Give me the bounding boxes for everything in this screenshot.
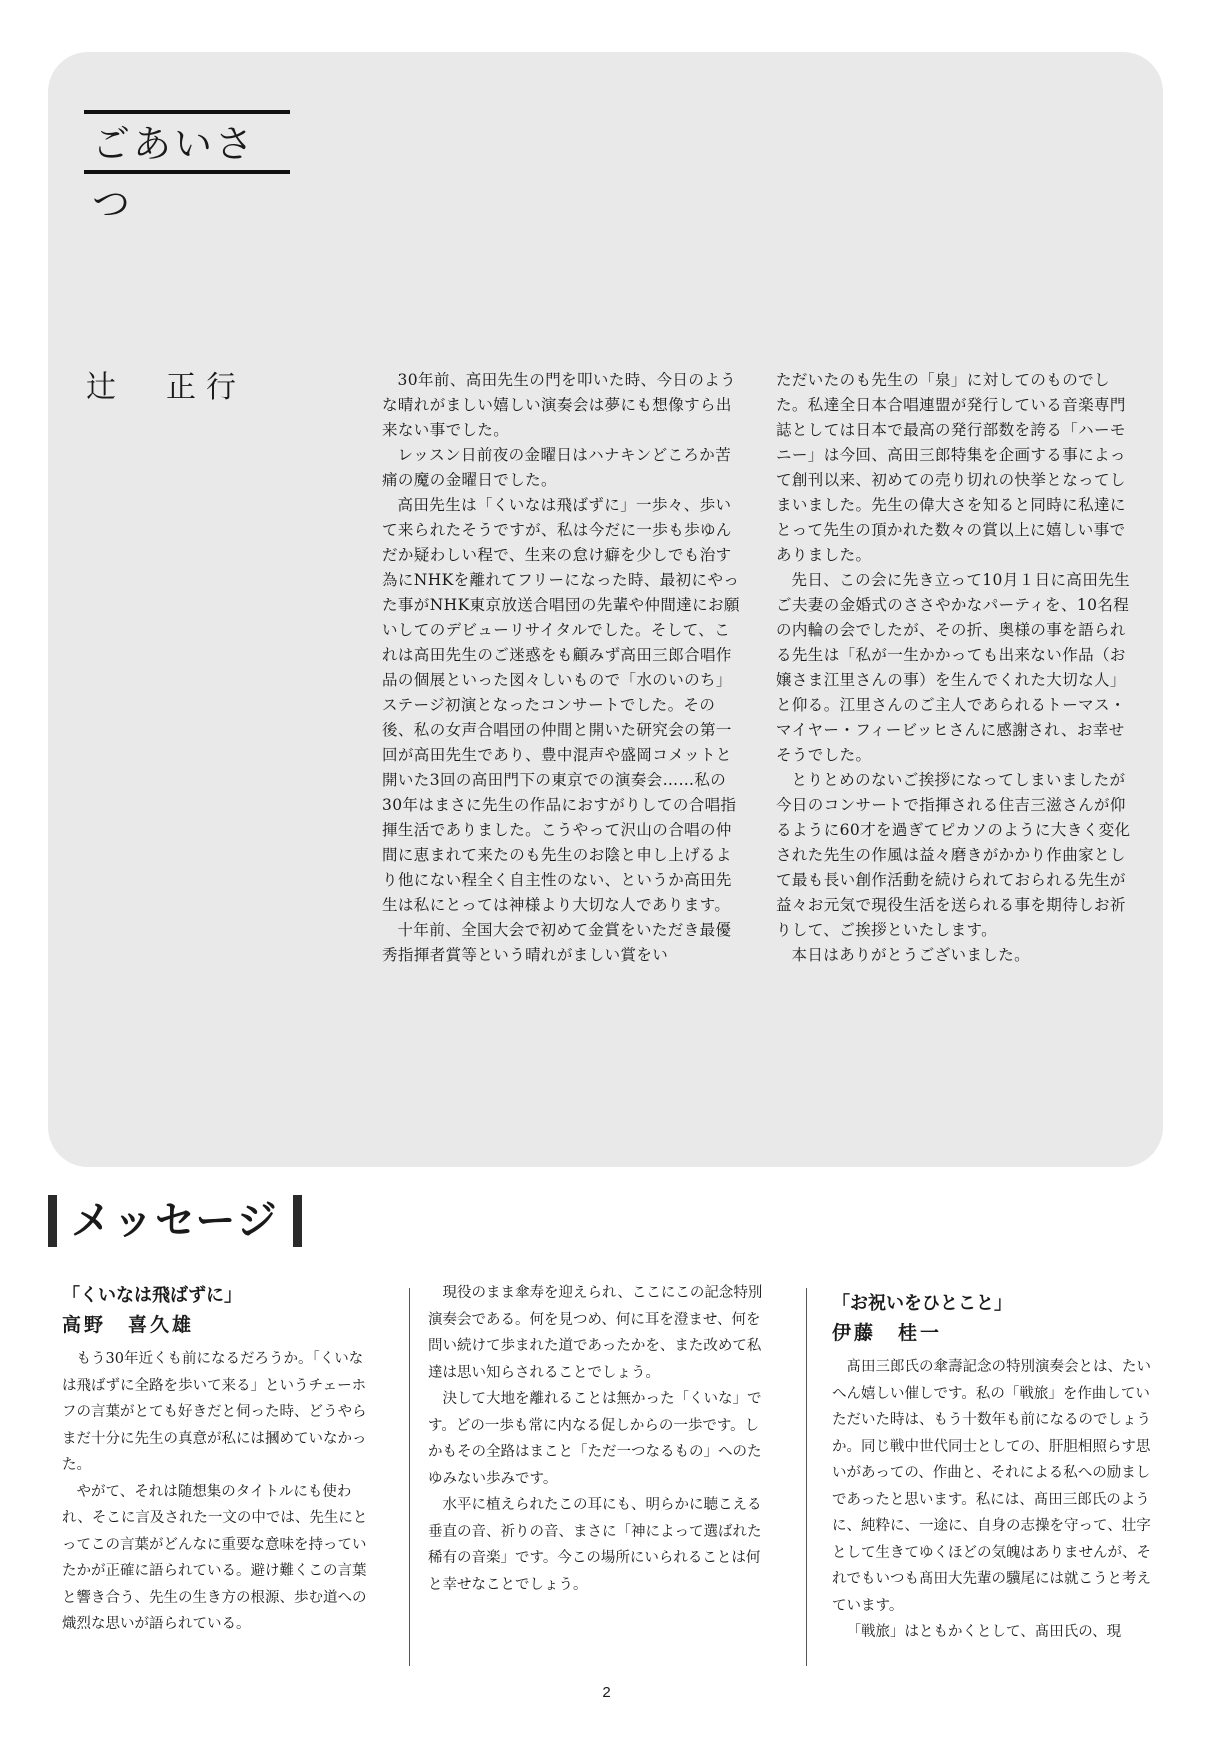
message-column-1: [62, 1282, 374, 1638]
message-column-3: [832, 1290, 1162, 1646]
column-divider: [806, 1288, 807, 1666]
page-number: 2: [602, 1684, 611, 1701]
paragraph: 十年前、全国大会で初めて金賞をいただき最優秀指揮者賞等という晴れがましい賞をい: [382, 921, 732, 964]
greeting-author: 辻 正行: [86, 370, 246, 405]
paragraph: レッスン日前夜の金曜日はハナキンどころか苦痛の魔の金曜日でした。: [382, 446, 732, 489]
paragraph: 30年前、高田先生の門を叩いた時、今日のような晴れがましい嬉しい演奏会は夢にも想像すら出来ない事でした。: [382, 371, 737, 439]
greeting-column-1: [382, 368, 740, 968]
paragraph: 髙田三郎氏の傘壽記念の特別演奏会とは、たいへん嬉しい催しです。私の「戦旅」を作曲していただいた時は、もう十数年も前になるのでしょうか。同じ戦中世代同士としての、肝胆相照らす思いがあっての、作曲と、それによる私への励ましであったと思います。私には、髙田三郎氏のように、純粋に、一途に、自身の志操を守って、壮字として生きてゆくほどの気魄はありませんが、それでもいつも髙田大先輩の驥尾には就こうと考えています。: [832, 1359, 1151, 1614]
messages-title: メッセージ: [71, 1198, 279, 1244]
paragraph: 現役のまま傘寿を迎えられ、ここにこの記念特別演奏会である。何を見つめ、何に耳を澄ませ、何を問い続けて歩まれた道であったかを、また改めて私達は思い知らされることでしょう。: [428, 1285, 763, 1381]
paragraph: 水平に植えられたこの耳にも、明らかに聴こえる垂直の音、祈りの音、まさに「神によって選ばれた稀有の音楽」です。今この場所にいられることは何と幸せなことでしょう。: [428, 1497, 762, 1593]
messages-heading: [48, 1192, 302, 1250]
message-heading: 「くいなは飛ばずに」: [62, 1285, 242, 1306]
paragraph: 高田先生は「くいなは飛ばずに」一歩々、歩いて来られたそうですが、私は今だに一歩も歩ゆんだか疑わしい程で、生来の怠け癖を少しでも治す為にNHKを離れてフリーになった時、最初にやった事がNHK東京放送合唱団の先輩や仲間達にお願いしてのデビューリサイタルでした。そして、これは高田先生のご迷惑をも顧みず高田三郎合唱作品の個展といった図々しいもので「水のいのち」ステージ初演となったコンサートでした。その後、私の女声合唱団の仲間と開いた研究会の第一回が高田先生であり、豊中混声や盛岡コメットと開いた3回の高田門下の東京での演奏会……私の30年はまさに先生の作品におすがりしての合唱指揮生活でありました。こうやって沢山の合唱の仲間に恵まれて来たのも先生のお陰と申し上げるより他にない程全く自主性のない、というか高田先生は私にとっては神様より大切な人であります。: [382, 496, 740, 914]
paragraph: 決して大地を離れることは無かった「くいな」です。どの一歩も常に内なる促しからの一歩です。しかもその全路はまこと「ただ一つなるもの」へのたゆみない歩みです。: [428, 1391, 762, 1487]
column-divider: [409, 1288, 410, 1666]
message-author: 伊藤 桂一: [832, 1322, 943, 1344]
message-author: 高野 喜久雄: [62, 1314, 195, 1336]
message-column-2: [428, 1280, 768, 1598]
greeting-title: ごあいさつ: [84, 110, 290, 174]
paragraph: もう30年近くも前になるだろうか。「くいなは飛ばずに全路を歩いて来る」というチェーホフの言葉がとても好きだと伺った時、どうやらまだ十分に先生の真意が私には摑めていなかった。: [62, 1351, 367, 1473]
heading-bar-right: [293, 1195, 302, 1247]
greeting-column-2: [776, 368, 1138, 968]
paragraph: とりとめのないご挨拶になってしまいましたが今日のコンサートで指揮される住吉三滋さんが仰るように60才を過ぎてピカソのように大きく変化された先生の作風は益々磨きがかかり作曲家として最も長い創作活動を続けられておられる先生が益々お元気で現役生活を送られる事を期待しお祈りして、ご挨拶といたします。: [776, 771, 1131, 939]
paragraph: ただいたのも先生の「泉」に対してのものでした。私達全日本合唱連盟が発行している音楽専門誌としては日本で最高の発行部数を誇る「ハーモニー」は今回、高田三郎特集を企画する事によって創刊以来、初めての売り切れの快挙となってしまいました。先生の偉大さを知ると同時に私達にとって先生の頂かれた数々の賞以上に嬉しい事でありました。: [776, 371, 1126, 564]
paragraph: 「戦旅」はともかくとして、髙田氏の、現: [846, 1624, 1122, 1640]
paragraph: 先日、この会に先き立って10月１日に高田先生ご夫妻の金婚式のささやかなパーティを、10名程の内輪の会でしたが、その折、奥様の事を語られる先生は「私が一生かかっても出来ない作品（お嬢さま江里さんの事）を生んでくれた大切な人」と仰る。江里さんのご主人であられるトーマス・マイヤー・フィービッヒさんに感謝され、お幸せそうでした。: [776, 571, 1131, 764]
paragraph: 本日はありがとうございました。: [791, 946, 1031, 964]
heading-bar-left: [48, 1195, 57, 1247]
message-heading: 「お祝いをひとこと」: [832, 1293, 1012, 1314]
paragraph: やがて、それは随想集のタイトルにも使われ、そこに言及された一文の中では、先生にとってこの言葉がどんなに重要な意味を持っていたかが正確に語られている。避け難くこの言葉と響き合う、先生の生き方の根源、歩む道への熾烈な思いが語られている。: [62, 1483, 368, 1632]
